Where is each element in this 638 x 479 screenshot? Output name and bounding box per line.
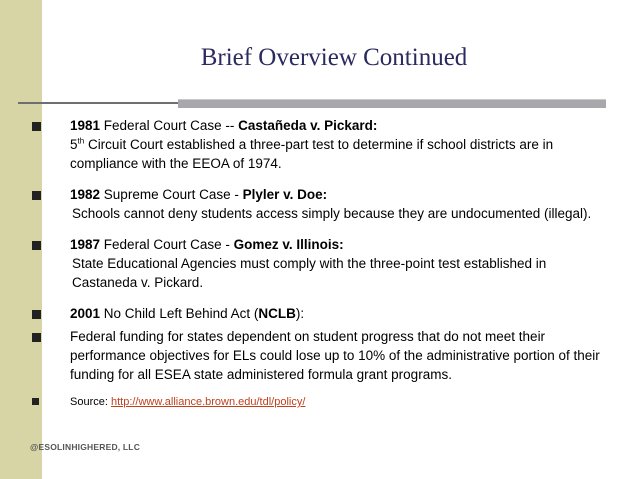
item-case: Gomez v. Illinois: <box>233 237 344 252</box>
item-type: Federal Court Case - <box>100 237 234 252</box>
title-rule-thin <box>18 102 178 104</box>
square-bullet-icon <box>32 310 41 319</box>
square-bullet-icon <box>32 122 41 131</box>
source-label: Source: <box>70 396 111 408</box>
item-case: Plyler v. Doe: <box>242 187 328 202</box>
item-description: 5th Circuit Court established a three-part test to determine if school districts are in compliance with the EEOA of 1974. <box>70 136 554 171</box>
item-description: Schools cannot deny students access simply because they are undocumented (illegal). <box>72 206 592 221</box>
item-type: Supreme Court Case - <box>100 187 243 202</box>
list-item-1981 <box>30 116 630 135</box>
list-item-funding: Federal funding for states dependent on student progress that do not meet their performance objectives for ELs could lose up to 10% of the administrative portion of their funding for all ESEA state administered formula grant programs. <box>30 327 630 384</box>
item-year: 1982 <box>70 187 101 202</box>
item-case: NCLB <box>258 306 296 321</box>
footer-copyright: @ESOLINHIGHERED, LLC <box>30 442 141 452</box>
list-item-1987 <box>30 235 630 254</box>
item-type: No Child Left Behind Act ( <box>100 306 259 321</box>
list-item-2001: 2001 No Child Left Behind Act (NCLB): <box>30 304 630 323</box>
list-item-source <box>30 393 630 412</box>
item-year: 1987 <box>70 237 101 252</box>
item-type: Federal Court Case -- <box>100 118 239 133</box>
square-bullet-icon <box>32 398 39 405</box>
item-year: 2001 <box>70 306 101 321</box>
square-bullet-icon <box>32 241 41 250</box>
item-description: State Educational Agencies must comply with the three-point test established in Castaneda v. Pickard. <box>72 256 547 290</box>
slide-title: Brief Overview Continued <box>200 44 468 71</box>
item-year: 1981 <box>70 118 101 133</box>
slide-content <box>30 116 630 412</box>
source-link[interactable]: http://www.alliance.brown.edu/tdl/policy/ <box>110 396 306 408</box>
title-rule-thick <box>178 99 606 108</box>
square-bullet-icon <box>32 191 41 200</box>
square-bullet-icon <box>32 333 41 342</box>
list-item-1982 <box>30 185 630 204</box>
item-case: Castañeda v. Pickard: <box>238 118 378 133</box>
